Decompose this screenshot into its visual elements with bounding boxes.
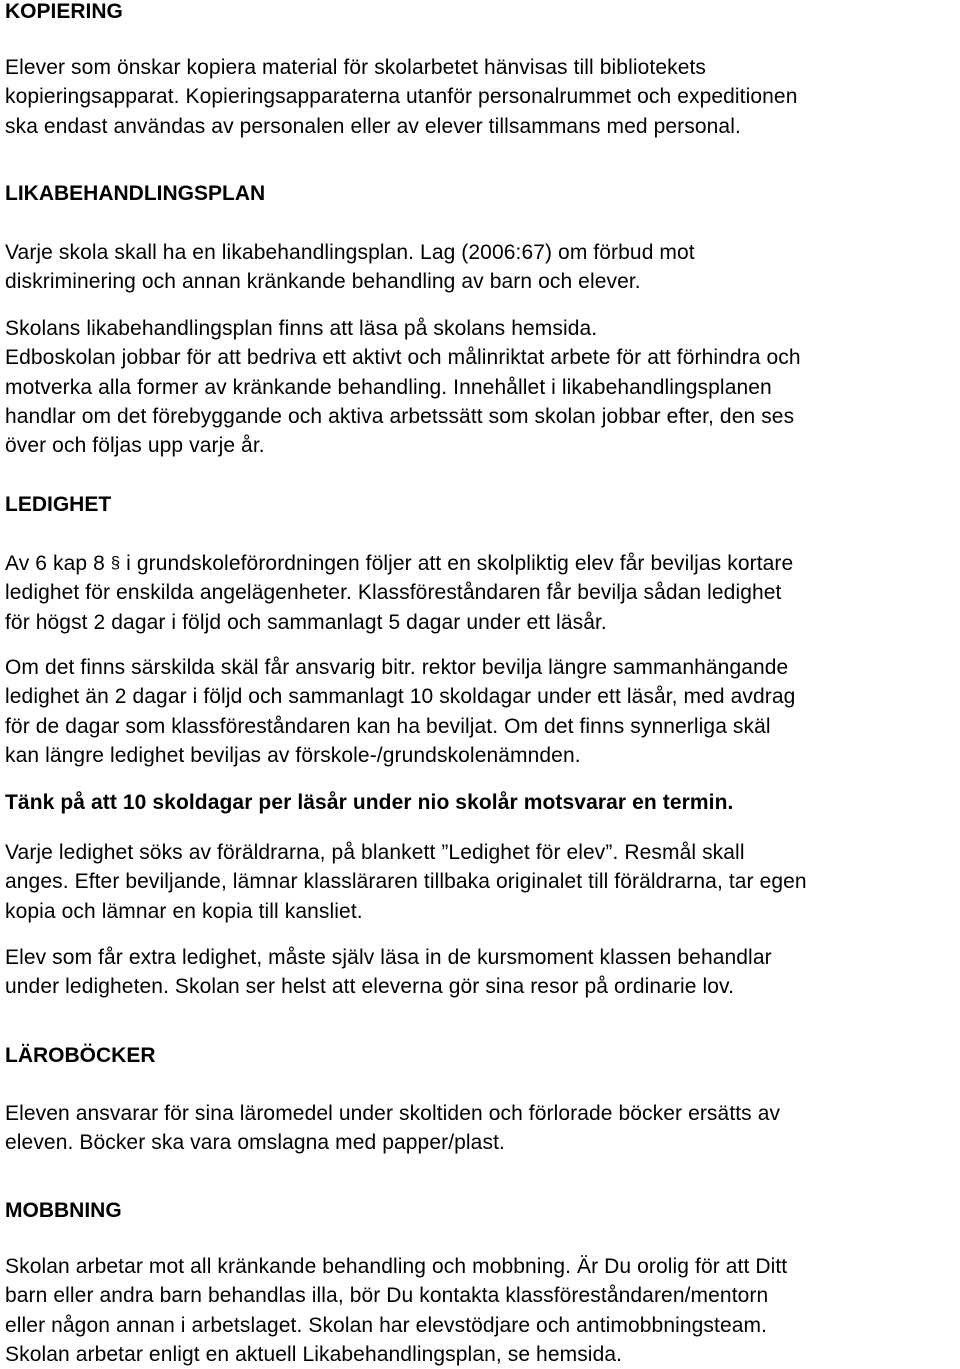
text-fragment: Av 6 kap 8 bbox=[5, 552, 111, 575]
text-line: eleven. Böcker ska vara omslagna med papper/plast. bbox=[5, 1131, 505, 1155]
text-line: över och följas upp varje år. bbox=[5, 434, 265, 458]
text-line: anges. Efter beviljande, lämnar klassläraren tillbaka originalet till föräldrarna, tar egen bbox=[5, 870, 807, 894]
text-line: för högst 2 dagar i följd och sammanlagt 5 dagar under ett läsår. bbox=[5, 610, 607, 634]
text-line: Skolans likabehandlingsplan finns att läsa på skolans hemsida. bbox=[5, 317, 598, 340]
text-line: kan längre ledighet beviljas av förskole-/grundskolenämnden. bbox=[5, 743, 581, 767]
text-line: för de dagar som klassföreståndaren kan ha beviljat. Om det finns synnerliga skäl bbox=[5, 714, 771, 738]
heading-likabehandlingsplan: LIKABEHANDLINGSPLAN bbox=[5, 182, 266, 205]
text-line bbox=[5, 548, 957, 578]
text-line: kopia och lämnar en kopia till kansliet. bbox=[5, 899, 363, 923]
heading-mobbning: MOBBNING bbox=[5, 1199, 122, 1222]
text-line: barn eller andra barn behandlas illa, bör Du kontakta klassföreståndaren/mentorn bbox=[5, 1284, 769, 1308]
text-line: handlar om det förebyggande och aktiva arbetssätt som skolan jobbar efter, den ses bbox=[5, 404, 795, 428]
paragraph-ledighet-3 bbox=[5, 838, 957, 926]
text-line: ledighet för enskilda angelägenheter. Klassföreståndaren får bevilja sådan ledighet bbox=[5, 581, 782, 605]
text-line: Edboskolan jobbar för att bedriva ett aktivt och målinriktat arbete för att förhindra och bbox=[5, 346, 801, 370]
text-line: Skolan arbetar mot all kränkande behandling och mobbning. Är Du orolig för att Ditt bbox=[5, 1255, 788, 1278]
heading-ledighet: LEDIGHET bbox=[5, 493, 112, 516]
text-line: Eleven ansvarar för sina läromedel under skoltiden och förlorade böcker ersätts av bbox=[5, 1102, 781, 1125]
paragraph-kopiering bbox=[5, 53, 957, 141]
paragraph-likabehandlingsplan-1 bbox=[5, 238, 957, 297]
text-line: Elever som önskar kopiera material för skolarbetet hänvisas till bibliotekets bbox=[5, 56, 707, 79]
text-fragment: i grundskoleförordningen följer att en skolpliktig elev får beviljas kortare bbox=[120, 552, 794, 575]
text-line: Varje ledighet söks av föräldrarna, på blankett ”Ledighet för elev”. Resmål skall bbox=[5, 841, 745, 864]
text-line: Skolan arbetar enligt en aktuell Likabehandlingsplan, se hemsida. bbox=[5, 1342, 623, 1366]
paragraph-mobbning bbox=[5, 1252, 957, 1369]
text-line: under ledigheten. Skolan ser helst att eleverna gör sina resor på ordinarie lov. bbox=[5, 975, 735, 999]
text-line: ska endast användas av personalen eller av elever tillsammans med personal. bbox=[5, 114, 741, 138]
paragraph-larobocker bbox=[5, 1099, 957, 1158]
paragraph-ledighet-4 bbox=[5, 943, 957, 1002]
paragraph-symbol: § bbox=[110, 553, 121, 572]
text-line: Varje skola skall ha en likabehandlingsplan. Lag (2006:67) om förbud mot bbox=[5, 241, 695, 264]
paragraph-ledighet-note bbox=[5, 788, 957, 817]
text-line: Om det finns särskilda skäl får ansvarig bitr. rektor bevilja längre sammanhängande bbox=[5, 656, 789, 679]
text-line: eller någon annan i arbetslaget. Skolan har elevstödjare och antimobbningsteam. bbox=[5, 1313, 768, 1337]
text-line: Elev som får extra ledighet, måste själv läsa in de kursmoment klassen behandlar bbox=[5, 946, 772, 969]
text-line: motverka alla former av kränkande behandling. Innehållet i likabehandlingsplanen bbox=[5, 375, 772, 399]
paragraph-ledighet-1 bbox=[5, 548, 957, 637]
heading-kopiering: KOPIERING bbox=[5, 0, 123, 23]
text-line: diskriminering och annan kränkande behandling av barn och elever. bbox=[5, 270, 641, 294]
text-line: Tänk på att 10 skoldagar per läsår under nio skolår motsvarar en termin. bbox=[5, 791, 734, 814]
text-line: ledighet än 2 dagar i följd och sammanlagt 10 skoldagar under ett läsår, med avdrag bbox=[5, 685, 796, 709]
heading-larobocker: LÄROBÖCKER bbox=[5, 1044, 156, 1067]
paragraph-ledighet-2 bbox=[5, 653, 957, 770]
paragraph-likabehandlingsplan-2 bbox=[5, 314, 957, 460]
text-line: kopieringsapparat. Kopieringsapparaterna utanför personalrummet och expeditionen bbox=[5, 85, 798, 109]
